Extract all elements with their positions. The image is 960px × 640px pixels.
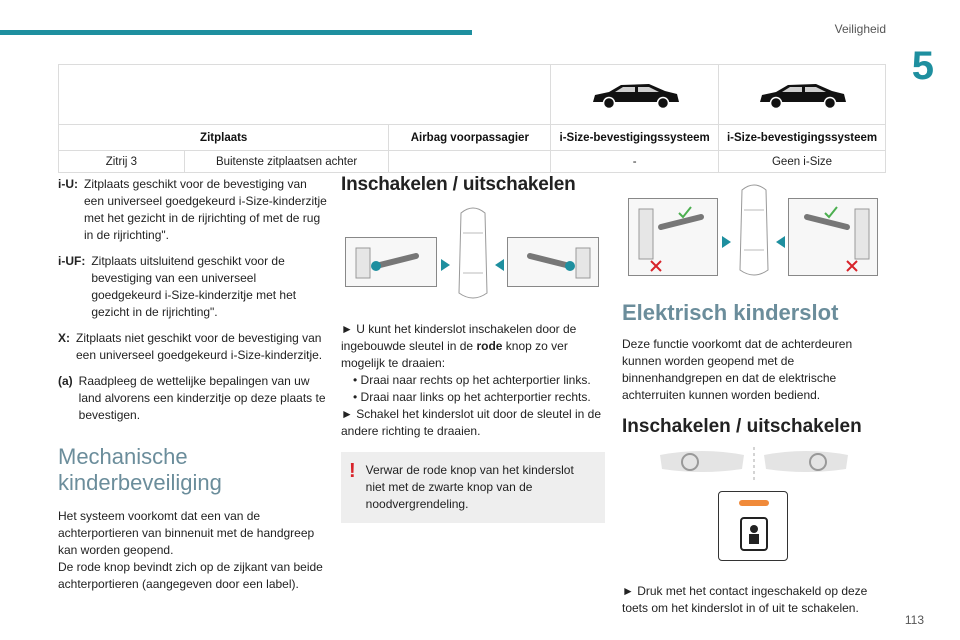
table-cell: - <box>551 151 719 173</box>
door-detail-left <box>628 198 718 276</box>
table-row <box>59 151 886 173</box>
definition-desc: Zitplaats niet geschikt voor de bevestiging van een universeel goedgekeurd i-Size-kinderzitje. <box>76 331 323 362</box>
mech-paragraph: De rode knop bevindt zich op de zijkant van beide achterportieren (aangegeven door een label). <box>58 560 323 591</box>
step2: ► Schakel het kinderslot uit door de sleutel in de andere richting te draaien. <box>341 407 602 438</box>
table-header: i-Size-bevestigingssysteem <box>551 125 719 151</box>
top-accent-bar <box>0 30 472 35</box>
car-top-view <box>734 180 774 280</box>
bullet-list <box>341 372 605 406</box>
warning-box <box>341 452 605 523</box>
door-detail-right <box>507 237 599 287</box>
definition-desc: Zitplaats uitsluitend geschikt voor de bevestiging van een universeel goedgekeurd i-Size-kinderzitje met het gezicht in de rijrichting". <box>91 254 297 319</box>
elektrisch-heading: Elektrisch kinderslot <box>622 300 839 325</box>
electric-door-illustration <box>622 180 886 280</box>
list-item: • Draai naar links op het achterportier rechts. <box>353 389 605 406</box>
door-lock-illustration <box>341 203 605 303</box>
table-cell <box>389 151 551 173</box>
elektrisch-paragraph: Deze functie voorkomt dat de achterdeuren kunnen worden geopend met de binnenhandgrepen en dat de elektrische achterruiten kunnen worden bediend. <box>622 337 853 402</box>
definition-item <box>58 253 328 321</box>
table-header: i-Size-bevestigingssysteem <box>719 125 886 151</box>
definition-item <box>58 373 328 424</box>
inschakelen-heading: Inschakelen / uitschakelen <box>341 174 576 195</box>
door-detail-left <box>345 237 437 287</box>
definition-term: X: <box>58 331 70 345</box>
warning-text: Verwar de rode knop van het kinderslot niet met de zwarte knop van de noodvergrendeling. <box>365 463 574 511</box>
chapter-number: 5 <box>911 44 934 88</box>
warning-exclamation-icon: ! <box>349 460 356 482</box>
car-image-cell <box>551 65 719 125</box>
table-cell: Zitrij 3 <box>59 151 185 173</box>
definition-item <box>58 176 328 244</box>
car-image-cell <box>719 65 886 125</box>
mech-heading: Mechanische kinderbeveiliging <box>58 444 222 495</box>
inschakelen2-heading: Inschakelen / uitschakelen <box>622 416 862 437</box>
child-lock-button-icon <box>718 491 788 561</box>
mech-paragraph: Het systeem voorkomt dat een van de achterportieren van binnenuit met de handgreep kan worden geopend. <box>58 509 315 557</box>
list-item: • Draai naar rechts op het achterportier links. <box>353 372 605 389</box>
definition-term: (a) <box>58 374 73 388</box>
table-cell: Geen i-Size <box>719 151 886 173</box>
definition-term: i-U: <box>58 177 78 191</box>
table-header: Airbag voorpassagier <box>389 125 551 151</box>
table-header: Zitplaats <box>59 125 389 151</box>
left-column <box>58 176 328 593</box>
steering-wheel-illustration <box>622 445 886 483</box>
definition-term: i-UF: <box>58 254 86 268</box>
definition-desc: Raadpleeg de wettelijke bepalingen van uw land alvorens een kinderzitje op deze plaats te bevestigen. <box>78 374 326 422</box>
car-side-icon <box>754 80 850 110</box>
car-side-icon <box>587 80 683 110</box>
car-top-view <box>453 203 493 303</box>
definition-desc: Zitplaats geschikt voor de bevestiging van een universeel goedgekeurd i-Size-kinderzitje met het gezicht in de rijrichting of met de rug in de rijrichting". <box>84 177 327 242</box>
seat-table <box>58 64 886 173</box>
right-column <box>622 176 886 617</box>
door-detail-right <box>788 198 878 276</box>
elektrisch-step: ► Druk met het contact ingeschakeld op deze toets om het kinderslot in of uit te schakelen. <box>622 584 868 615</box>
step1: ► U kunt het kinderslot inschakelen door de ingebouwde sleutel in de rode knop zo ver mogelijk te draaien: <box>341 322 577 370</box>
definition-item <box>58 330 328 364</box>
section-title: Veiligheid <box>834 22 886 36</box>
page-number: 113 <box>904 613 924 627</box>
table-cell: Buitenste zitplaatsen achter <box>184 151 389 173</box>
middle-column <box>341 176 605 523</box>
